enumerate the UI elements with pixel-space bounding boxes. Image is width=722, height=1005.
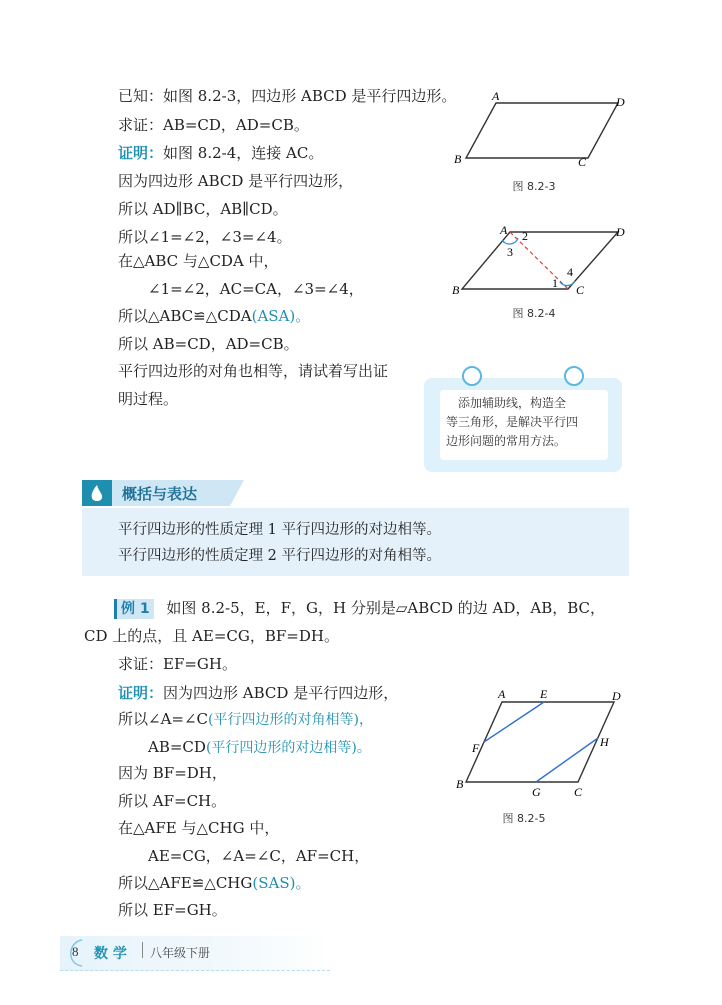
- tip-line-2: 等三角形，是解决平行四: [446, 415, 579, 429]
- fig3-label-h: H: [600, 735, 609, 749]
- figure-8-2-4: [452, 218, 630, 300]
- asa-note: (ASA)。: [251, 307, 311, 325]
- fig3-label-c: C: [574, 785, 583, 799]
- proof-first-text: 如图 8.2-4，连接 AC。: [163, 144, 324, 162]
- example-proof-first: [118, 683, 398, 703]
- example-line-4: 所以 AF=CH。: [118, 792, 227, 810]
- proof-line-8: 平行四边形的对角也相等，请试着写出证: [118, 362, 389, 380]
- prove-line: 求证：AB=CD，AD=CB。: [118, 116, 309, 134]
- diagonal-ac: [510, 232, 568, 289]
- example-proof-first-text: 因为四边形 ABCD 是平行四边形，: [163, 684, 399, 702]
- fig2-angle-4: 4: [567, 265, 573, 279]
- proof-line-3: 所以∠1=∠2，∠3=∠4。: [118, 228, 292, 246]
- fig3-label-f: F: [472, 741, 480, 755]
- page-number: 8: [72, 944, 79, 959]
- theorem-box: [82, 508, 629, 576]
- fig1-caption: 图 8.2-3: [512, 180, 556, 193]
- example-line-5: 在△AFE 与△CHG 中，: [118, 819, 280, 837]
- fig3-caption: 图 8.2-5: [502, 812, 546, 825]
- sas-note: (SAS)。: [252, 874, 311, 892]
- congruence-text: 所以△ABC≌△CDA: [118, 307, 252, 325]
- footer-subject: 数 学: [94, 946, 127, 962]
- fig2-label-c: C: [576, 283, 585, 297]
- footer-grade: 八年级下册: [150, 946, 211, 960]
- example-statement-1: 如图 8.2-5，E，F，G，H 分别是▱ABCD 的边 AD，AB，BC，: [166, 599, 606, 617]
- fig3-label-b: B: [456, 777, 464, 791]
- tip-note-body: [440, 390, 608, 460]
- proof-line-9: 明过程。: [118, 390, 179, 408]
- proof-line-5: ∠1=∠2，AC=CA，∠3=∠4，: [148, 280, 364, 298]
- example-line-angle: [118, 709, 373, 730]
- fig3-label-g: G: [532, 785, 541, 799]
- proof-line-1: 因为四边形 ABCD 是平行四边形，: [118, 172, 354, 190]
- example-prove: 求证：EF=GH。: [118, 655, 237, 673]
- example-angle-note: (平行四边形的对角相等)，: [208, 712, 373, 728]
- figure-8-2-5: [452, 686, 632, 804]
- fig1-label-d: D: [616, 95, 625, 109]
- fig3-label-a: A: [498, 687, 506, 701]
- example-line-1: [114, 598, 605, 619]
- example-congruence-text: 所以△AFE≌△CHG: [118, 874, 253, 892]
- example-line-6: AE=CG，∠A=∠C，AF=CH，: [148, 847, 370, 865]
- tip-line-1: 添加辅助线，构造全: [458, 396, 567, 410]
- figure-8-2-3: [452, 92, 630, 174]
- fig3-label-d: D: [612, 689, 621, 703]
- page-footer: [60, 936, 330, 971]
- example-side-text: AB=CD: [148, 738, 206, 756]
- example-line-7: [118, 873, 310, 893]
- example-line-3: 因为 BF=DH，: [118, 764, 227, 782]
- tip-note: [424, 378, 622, 472]
- fig2-caption: 图 8.2-4: [512, 307, 556, 320]
- proof-line-2: 所以 AD∥BC，AB∥CD。: [118, 200, 288, 218]
- fig2-label-b: B: [452, 283, 460, 297]
- example-line-8: 所以 EF=GH。: [118, 901, 227, 919]
- example-statement-2: CD 上的点，且 AE=CG，BF=DH。: [84, 627, 339, 645]
- binder-ring-icon: [462, 366, 482, 386]
- fig2-angle-1: 1: [552, 276, 558, 290]
- fig3-label-e: E: [540, 687, 548, 701]
- parallelogram-abcd: [466, 103, 618, 158]
- proof-line-6: [118, 306, 310, 326]
- fig1-label-a: A: [492, 92, 500, 103]
- theorem-1: 平行四边形的性质定理 1 平行四边形的对边相等。: [118, 522, 441, 538]
- theorem-2: 平行四边形的性质定理 2 平行四边形的对角相等。: [118, 548, 441, 564]
- proof-line-4: 在△ABC 与△CDA 中，: [118, 252, 279, 270]
- given-line: 已知：如图 8.2-3，四边形 ABCD 是平行四边形。: [118, 87, 457, 105]
- proof-label: 证明：: [118, 144, 164, 162]
- example-line-side: [148, 737, 371, 758]
- fig2-angle-3: 3: [507, 245, 513, 259]
- example-side-note: (平行四边形的对边相等)。: [205, 740, 371, 756]
- fig1-label-b: B: [454, 152, 462, 166]
- example-proof-label: 证明：: [118, 684, 164, 702]
- fig2-label-d: D: [616, 225, 625, 239]
- tip-line-3: 边形问题的常用方法。: [446, 434, 567, 448]
- example-angle-text: 所以∠A=∠C: [118, 710, 209, 728]
- binder-ring-icon: [564, 366, 584, 386]
- parallelogram-abcd-2: [462, 232, 618, 289]
- fig2-label-a: A: [500, 223, 508, 237]
- proof-first-line: [118, 143, 323, 163]
- fig1-label-c: C: [578, 155, 587, 169]
- example-tag: 例 1: [114, 599, 154, 619]
- fig2-angle-2: 2: [522, 229, 528, 243]
- footer-divider: [142, 942, 143, 958]
- proof-line-7: 所以 AB=CD，AD=CB。: [118, 335, 299, 353]
- segment-gh: [536, 738, 598, 782]
- section-title: 概括与表达: [122, 485, 198, 503]
- section-header: [82, 480, 244, 506]
